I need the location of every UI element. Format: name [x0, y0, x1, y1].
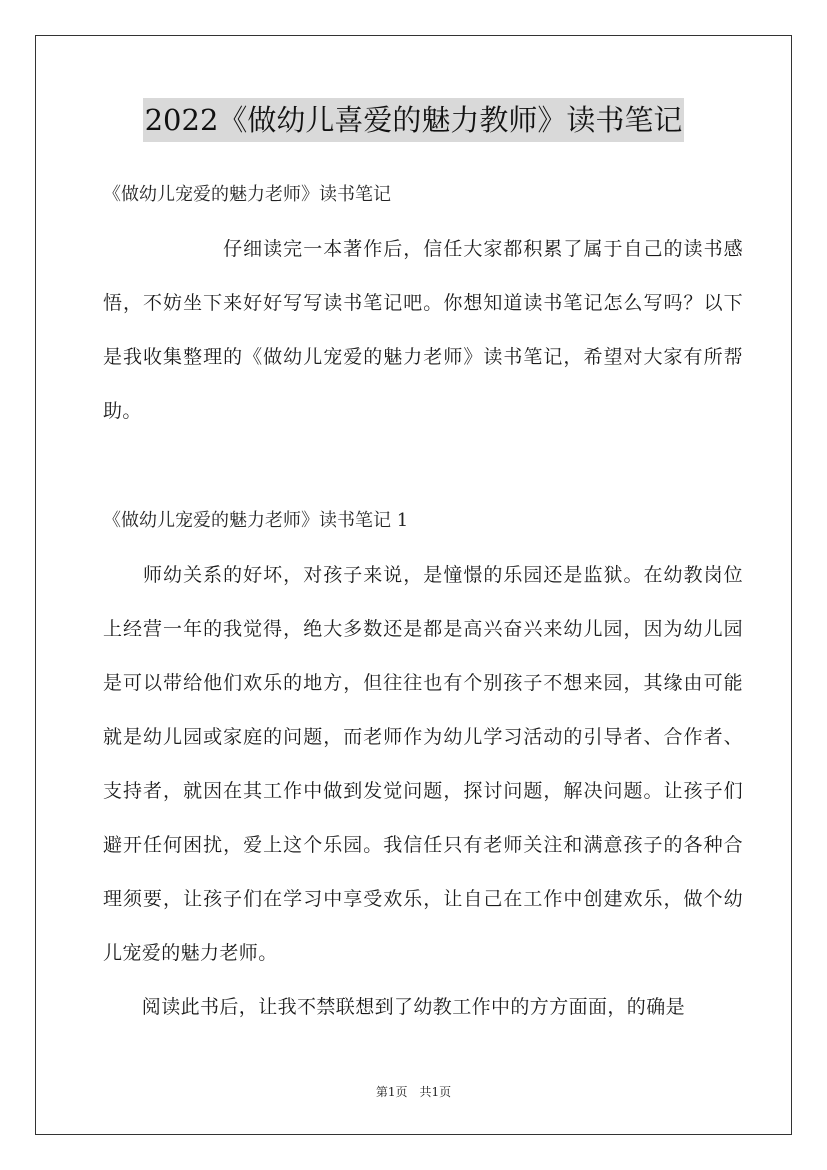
document-title-text: 2022《做幼儿喜爱的魅力教师》读书笔记: [143, 98, 685, 142]
page-footer: 第1页 共1页: [375, 1085, 452, 1099]
intro-paragraph: 仔细读完一本著作后，信任大家都积累了属于自己的读书感悟，不妨坐下来好好写写读书笔记吧。你想知道读书笔记怎么写吗？以下是我收集整理的《做幼儿宠爱的魅力老师》读书笔记，希望对大家有所帮助。: [103, 238, 743, 422]
document-title: [0, 98, 827, 142]
body-paragraph: 师幼关系的好坏，对孩子来说，是憧憬的乐园还是监狱。在幼教岗位上经营一年的我觉得，绝大多数还是都是高兴奋兴来幼儿园，因为幼儿园是可以带给他们欢乐的地方，但往往也有个别孩子不想来园，其缘由可能就是幼儿园或家庭的问题，而老师作为幼儿学习活动的引导者、合作者、支持者，就因在其工作中做到发觉问题，探讨问题，解决问题。让孩子们避开任何困扰，爱上这个乐园。我信任只有老师关注和满意孩子的各种合理须要，让孩子们在学习中享受欢乐，让自己在工作中创建欢乐，做个幼儿宠爱的魅力老师。: [103, 564, 743, 964]
section-heading: 《做幼儿宠爱的魅力老师》读书笔记 1: [103, 510, 409, 531]
document-subtitle: 《做幼儿宠爱的魅力老师》读书笔记: [103, 184, 391, 205]
body-paragraph-2: 阅读此书后，让我不禁联想到了幼教工作中的方方面面，的确是: [103, 996, 686, 1018]
